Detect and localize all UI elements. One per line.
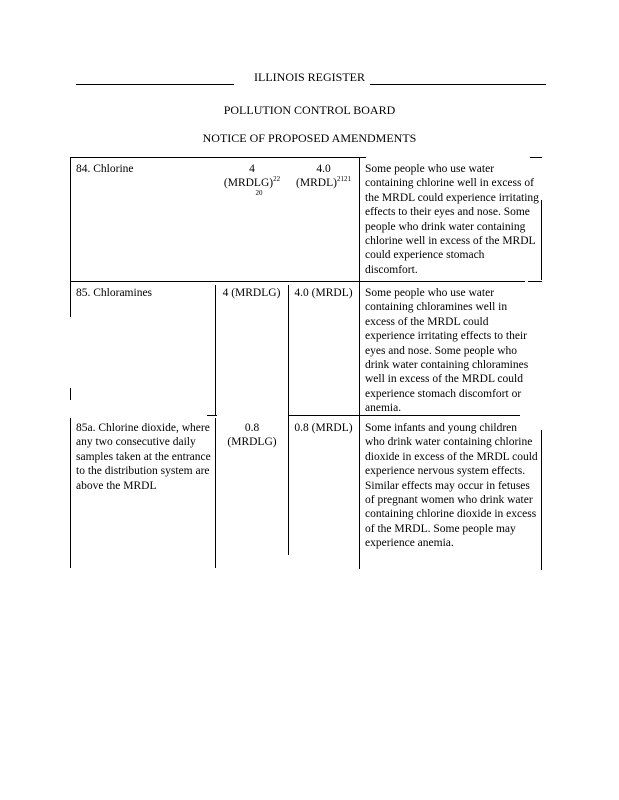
mrdlg-unit-line — [218, 176, 286, 190]
column-divider-2 — [288, 285, 289, 555]
mrdl-cell: 0.8 (MRDL) — [294, 422, 353, 434]
notice-title: NOTICE OF PROPOSED AMENDMENTS — [202, 131, 417, 145]
mrdl-value: 4.0 — [316, 163, 331, 175]
row-divider-1 — [70, 281, 525, 282]
mrdl-cell — [290, 162, 357, 191]
scan-mark — [207, 415, 217, 416]
table-left-border — [70, 388, 71, 400]
mrdlg-value: 4 — [249, 163, 255, 175]
board-title: POLLUTION CONTROL BOARD — [223, 103, 396, 117]
mrdlg-unit: (MRDLG) — [227, 436, 277, 449]
header-right-rule — [370, 84, 546, 85]
table-top-border — [70, 157, 366, 158]
contaminant-name: 84. Chlorine — [76, 163, 134, 175]
mrdlg-cell — [218, 162, 286, 197]
mrdlg-cell — [218, 421, 286, 450]
health-effect: Some people who use water containing chlorine well in excess of the MRDL could experience irritating effects to their eyes and nose. Some people who drink water containing chlorine well in excess of the MRDL could experience stomach discomfort. — [365, 163, 539, 276]
health-effect: Some people who use water containing chloramines well in excess of the MRDL could experience irritating effects to their eyes and nose. Some people who drink water containing chloramines well in excess of the MRDL could experience stomach discomfort or anemia. — [365, 287, 529, 415]
mrdlg-cell: 4 (MRDLG) — [222, 287, 281, 299]
contaminant-name: 85. Chloramines — [76, 287, 153, 299]
table-right-border — [541, 430, 542, 570]
scan-mark — [530, 157, 542, 158]
contaminant-name: 85a. Chlorine dioxide, where any two consecutive daily samples taken at the entrance to the distribution system are above the MRDL — [76, 422, 211, 492]
table-left-border — [70, 418, 71, 568]
health-effect: Some infants and young children who drink water containing chlorine dioxide in excess of the MRDL could experience nervous system effects. Similar effects may occur in fetuses of pregnant women who drink water containing chlorine dioxide in excess of the MRDL. Some people may experience anemia. — [365, 422, 538, 550]
column-divider-1 — [215, 285, 216, 415]
footnote-mark: 20 — [255, 188, 263, 197]
mrdlg-value: 0.8 — [244, 422, 260, 434]
scan-mark — [528, 281, 542, 282]
register-title: ILLINOIS REGISTER — [254, 70, 365, 84]
header-left-rule — [76, 84, 234, 85]
table-right-border — [541, 200, 542, 280]
footnote-mark: 22 — [273, 175, 281, 184]
mrdl-unit: (MRDL) — [296, 177, 337, 190]
table-left-border — [70, 157, 71, 317]
mrdl-cell: 4.0 (MRDL) — [294, 287, 353, 299]
mrdl-unit-line — [290, 176, 357, 190]
mrdlg-unit: (MRDLG) — [223, 177, 274, 190]
column-divider-1 — [215, 418, 216, 568]
footnote-mark: 2121 — [336, 175, 351, 184]
column-divider-3 — [359, 157, 360, 569]
